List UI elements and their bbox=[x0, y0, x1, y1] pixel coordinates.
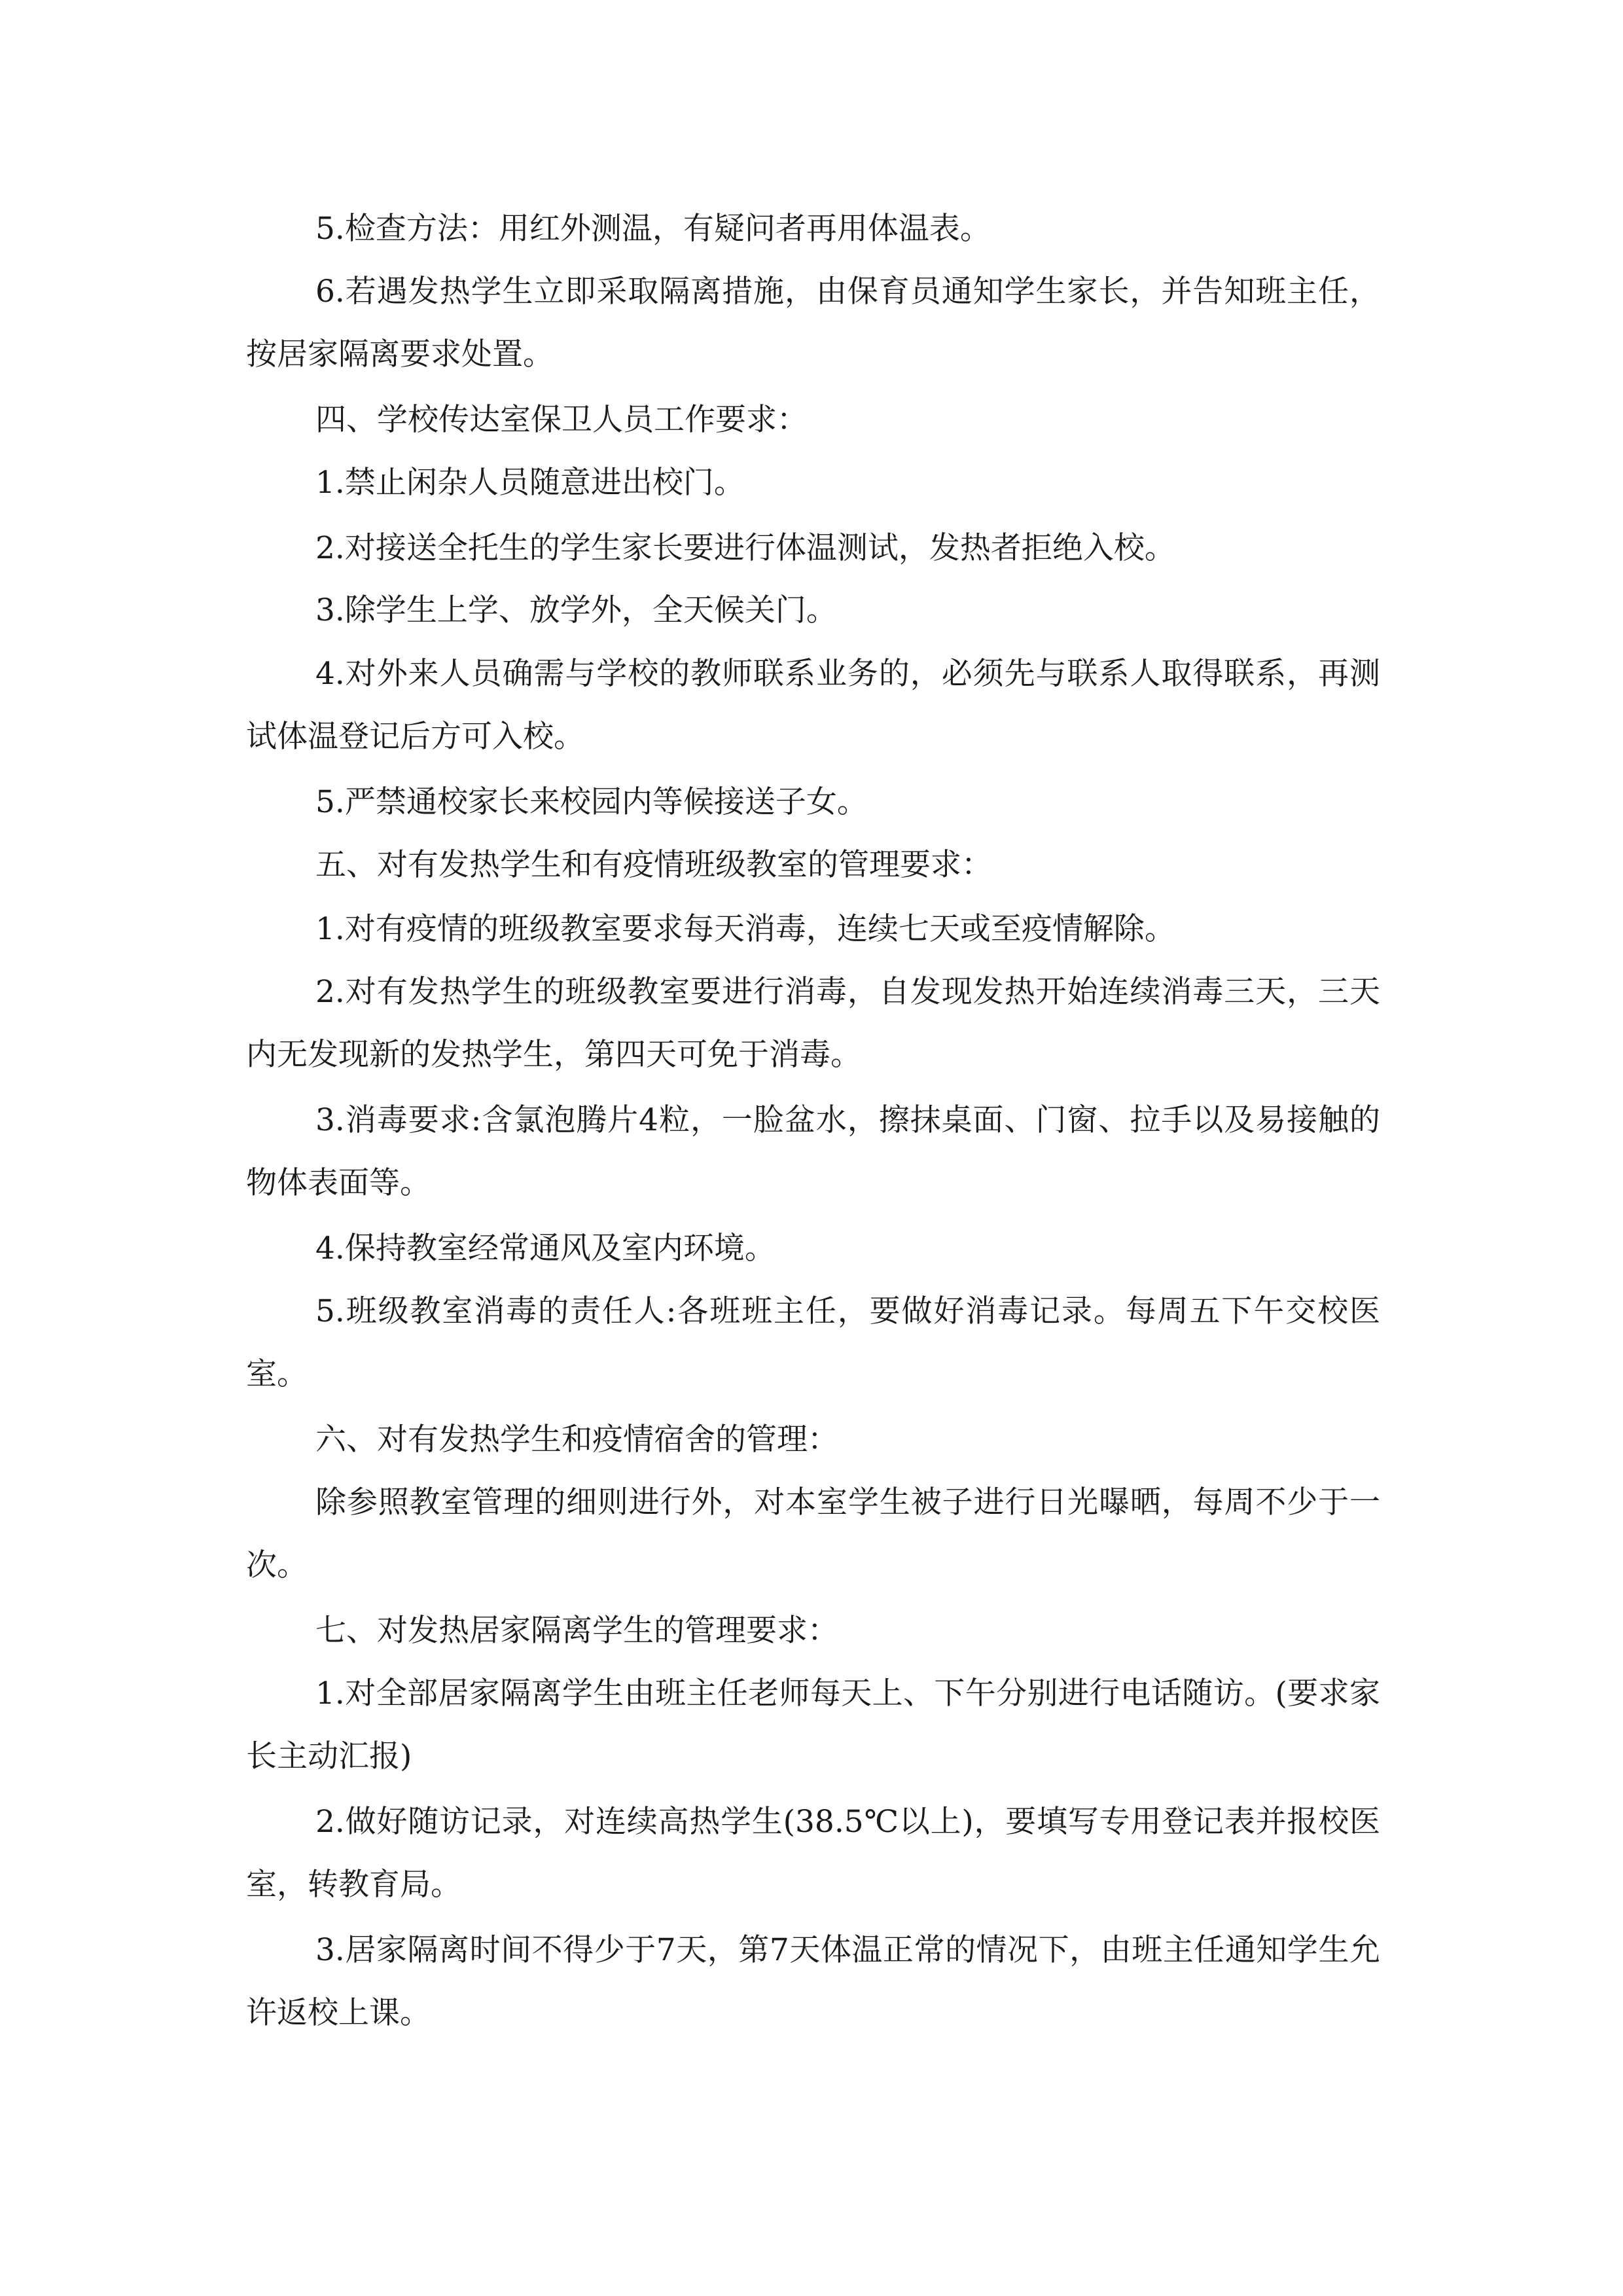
section-heading-guard-requirements: 四、学校传达室保卫人员工作要求： bbox=[315, 402, 808, 438]
item-disinfection-requirements: 3.消毒要求:含氯泡腾片4粒，一脸盆水，擦抹桌面、门窗、拉手以及易接触的物体表面等。 bbox=[246, 1102, 1380, 1201]
item-no-idle-persons: 1.禁止闲杂人员随意进出校门。 bbox=[315, 465, 745, 501]
item-dormitory-sunning: 除参照教室管理的细则进行外，对本室学生被子进行日光曝晒，每周不少于一次。 bbox=[246, 1484, 1380, 1583]
item-no-parent-waiting: 5.严禁通校家长来校园内等候接送子女。 bbox=[315, 784, 868, 820]
item-fever-isolation: 6.若遇发热学生立即采取隔离措施，由保育员通知学生家长，并告知班主任，按居家隔离要求处置。 bbox=[246, 274, 1380, 372]
section-heading-classroom-management: 五、对有发热学生和有疫情班级教室的管理要求： bbox=[315, 847, 992, 883]
item-follow-up-records: 2.做好随访记录，对连续高热学生(38.5℃以上)，要填写专用登记表并报校医室，转教育局。 bbox=[246, 1804, 1380, 1903]
item-inspection-method: 5.检查方法：用红外测温，有疑问者再用体温表。 bbox=[315, 211, 991, 247]
item-responsible-person: 5.班级教室消毒的责任人:各班班主任，要做好消毒记录。每周五下午交校医室。 bbox=[246, 1293, 1380, 1392]
item-phone-follow-up: 1.对全部居家隔离学生由班主任老师每天上、下午分别进行电话随访。(要求家长主动汇报) bbox=[246, 1676, 1380, 1774]
item-isolation-duration: 3.居家隔离时间不得少于7天，第7天体温正常的情况下，由班主任通知学生允许返校上课。 bbox=[246, 1932, 1380, 2031]
item-ventilation: 4.保持教室经常通风及室内环境。 bbox=[315, 1230, 776, 1266]
item-daily-disinfection: 1.对有疫情的班级教室要求每天消毒，连续七天或至疫情解除。 bbox=[315, 911, 1175, 947]
item-visitor-registration: 4.对外来人员确需与学校的教师联系业务的，必须先与联系人取得联系，再测试体温登记后方可入校。 bbox=[246, 656, 1380, 755]
section-heading-dormitory-management: 六、对有发热学生和疫情宿舍的管理： bbox=[315, 1422, 838, 1458]
item-gate-closed: 3.除学生上学、放学外，全天候关门。 bbox=[315, 592, 837, 628]
item-fever-class-disinfection: 2.对有发热学生的班级教室要进行消毒，自发现发热开始连续消毒三天，三天内无发现新的发热学生，第四天可免于消毒。 bbox=[246, 974, 1380, 1073]
item-parent-temperature-test: 2.对接送全托生的学生家长要进行体温测试，发热者拒绝入校。 bbox=[315, 530, 1175, 566]
section-heading-home-isolation: 七、对发热居家隔离学生的管理要求： bbox=[315, 1613, 838, 1649]
